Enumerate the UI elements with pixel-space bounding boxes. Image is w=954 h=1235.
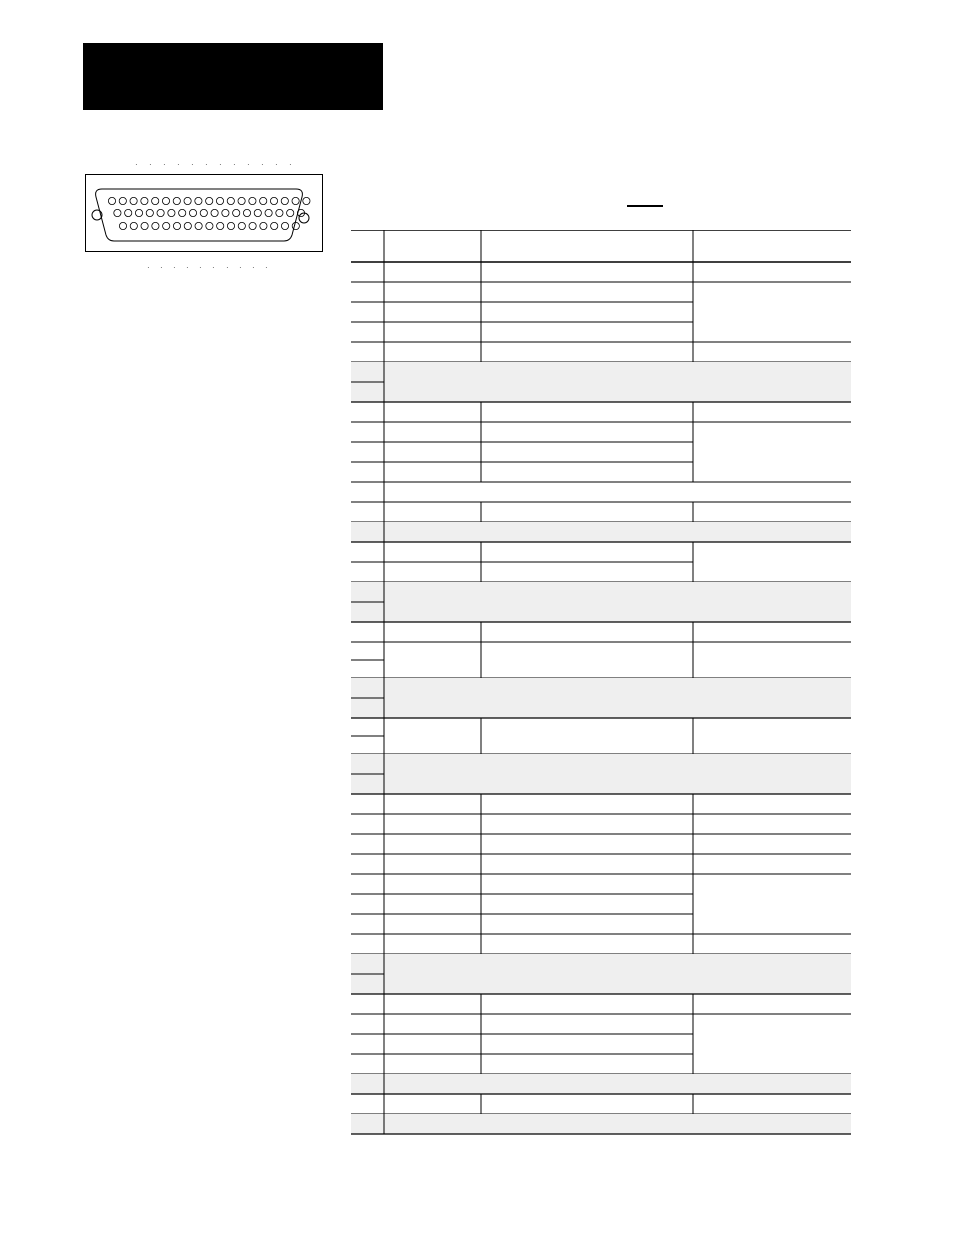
pin-marker-dot: ·	[239, 263, 242, 272]
shaded-row	[351, 522, 851, 542]
pin-middle	[125, 209, 132, 216]
pin-top	[270, 197, 277, 204]
pin-marker-dot: ·	[212, 263, 215, 272]
pin-middle	[114, 209, 121, 216]
connector-drawing	[86, 175, 322, 251]
chapter-header-block	[83, 43, 383, 110]
pin-bottom	[206, 222, 213, 229]
pin-marker-dot: ·	[247, 160, 250, 169]
pin-middle	[200, 209, 207, 216]
pin-marker-dot: ·	[163, 160, 166, 169]
pin-top	[173, 197, 180, 204]
pin-marker-dot: ·	[219, 160, 222, 169]
pin-marker-dot: ·	[160, 263, 163, 272]
pin-marker-dot: ·	[252, 263, 255, 272]
pin-marker-dot: ·	[275, 160, 278, 169]
pin-top	[216, 197, 223, 204]
pin-middle	[211, 209, 218, 216]
pin-marker-dot: ·	[186, 263, 189, 272]
connector-bottom-pin-markers	[85, 263, 325, 271]
pin-top	[206, 197, 213, 204]
pin-bottom	[163, 222, 170, 229]
pin-top	[249, 197, 256, 204]
pin-marker-dot: ·	[233, 160, 236, 169]
pin-top	[292, 197, 299, 204]
pin-top	[303, 197, 310, 204]
pin-bottom	[152, 222, 159, 229]
pin-top	[119, 197, 126, 204]
pin-top	[227, 197, 234, 204]
pin-marker-dot: ·	[265, 263, 268, 272]
pin-bottom	[271, 222, 278, 229]
pin-marker-dot: ·	[289, 160, 292, 169]
pin-middle	[222, 209, 229, 216]
pin-bottom	[119, 222, 126, 229]
pin-middle	[157, 209, 164, 216]
pin-middle	[287, 209, 294, 216]
pin-top	[141, 197, 148, 204]
pin-top	[130, 197, 137, 204]
pin-marker-dot: ·	[199, 263, 202, 272]
pin-top	[108, 197, 115, 204]
shaded-row-group	[351, 362, 851, 402]
pin-marker-dot: ·	[147, 263, 150, 272]
pin-middle	[265, 209, 272, 216]
pin-top	[281, 197, 288, 204]
shaded-row-group	[351, 954, 851, 994]
pin-middle	[276, 209, 283, 216]
pin-marker-dot: ·	[205, 160, 208, 169]
pin-marker-dot: ·	[135, 160, 138, 169]
db37-connector-icon	[85, 174, 323, 252]
shaded-row-group	[351, 582, 851, 622]
pin-bottom	[292, 222, 299, 229]
shaded-row	[351, 1114, 851, 1134]
pin-middle	[146, 209, 153, 216]
pin-bottom	[130, 222, 137, 229]
pin-marker-dot: ·	[226, 263, 229, 272]
pin-bottom	[227, 222, 234, 229]
pin-bottom	[173, 222, 180, 229]
pin-bottom	[184, 222, 191, 229]
pin-middle	[179, 209, 186, 216]
pin-bottom	[238, 222, 245, 229]
pin-top	[195, 197, 202, 204]
pin-middle	[168, 209, 175, 216]
pin-middle	[233, 209, 240, 216]
pin-bottom	[249, 222, 256, 229]
pin-bottom	[141, 222, 148, 229]
pin-top	[238, 197, 245, 204]
pin-bottom	[195, 222, 202, 229]
pin-marker-dot: ·	[191, 160, 194, 169]
pin-top	[162, 197, 169, 204]
pin-top	[152, 197, 159, 204]
pin-bottom	[260, 222, 267, 229]
pin-assignment-table	[351, 230, 851, 1140]
pin-bottom	[281, 222, 288, 229]
pin-top	[260, 197, 267, 204]
pin-top	[184, 197, 191, 204]
pin-marker-dot: ·	[261, 160, 264, 169]
pin-table-grid	[351, 230, 851, 1140]
shaded-row	[351, 1074, 851, 1094]
pin-bottom	[217, 222, 224, 229]
connector-figure	[85, 160, 325, 272]
title-underline	[627, 205, 663, 207]
pin-middle	[135, 209, 142, 216]
shaded-row-group	[351, 754, 851, 794]
pin-middle	[254, 209, 261, 216]
shaded-row-group	[351, 678, 851, 718]
pin-marker-dot: ·	[177, 160, 180, 169]
connector-top-pin-markers	[85, 160, 325, 168]
pin-middle	[189, 209, 196, 216]
pin-middle	[243, 209, 250, 216]
pin-marker-dot: ·	[149, 160, 152, 169]
pin-marker-dot: ·	[173, 263, 176, 272]
